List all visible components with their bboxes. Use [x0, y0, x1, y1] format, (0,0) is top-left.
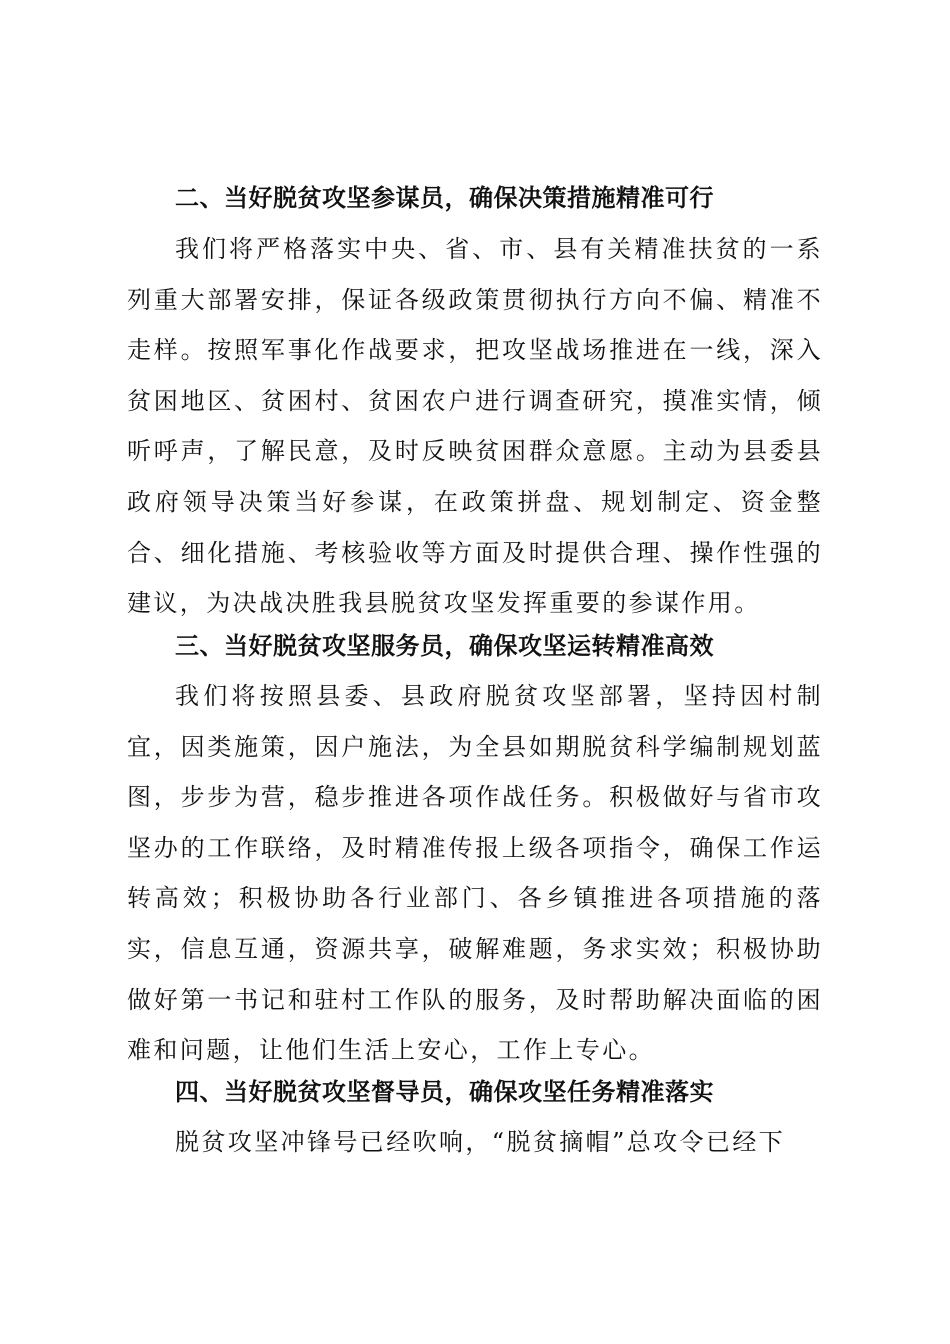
section-paragraph-2: 我们将严格落实中央、省、市、县有关精准扶贫的一系列重大部署安排，保证各级政策贯彻执行方向不偏、精准不走样。按照军事化作战要求，把攻坚战场推进在一线，深入贫困地区、贫困村、贫困农户进行调查研究，摸准实情，倾听呼声，了解民意，及时反映贫困群众意愿。主动为县委县政府领导决策当好参谋，在政策拼盘、规划制定、资金整合、细化措施、考核验收等方面及时提供合理、操作性强的建议，为决战决胜我县脱贫攻坚发挥重要的参谋作用。	[127, 235, 823, 618]
section-heading-2: 二、当好脱贫攻坚参谋员，确保决策措施精准可行	[175, 184, 714, 212]
section-heading-4: 四、当好脱贫攻坚督导员，确保攻坚任务精准落实	[175, 1078, 714, 1106]
section-heading-3: 三、当好脱贫攻坚服务员，确保攻坚运转精准高效	[175, 632, 714, 660]
section-paragraph-4: 脱贫攻坚冲锋号已经吹响，“脱贫摘帽”总攻令已经下	[175, 1128, 786, 1156]
section-paragraph-3: 我们将按照县委、县政府脱贫攻坚部署，坚持因村制宜，因类施策，因户施法，为全县如期脱贫科学编制规划蓝图，步步为营，稳步推进各项作战任务。积极做好与省市攻坚办的工作联络，及时精准传报上级各项指令，确保工作运转高效；积极协助各行业部门、各乡镇推进各项措施的落实，信息互通，资源共享，破解难题，务求实效；积极协助做好第一书记和驻村工作队的服务，及时帮助解决面临的困难和问题，让他们生活上安心，工作上专心。	[127, 682, 823, 1065]
